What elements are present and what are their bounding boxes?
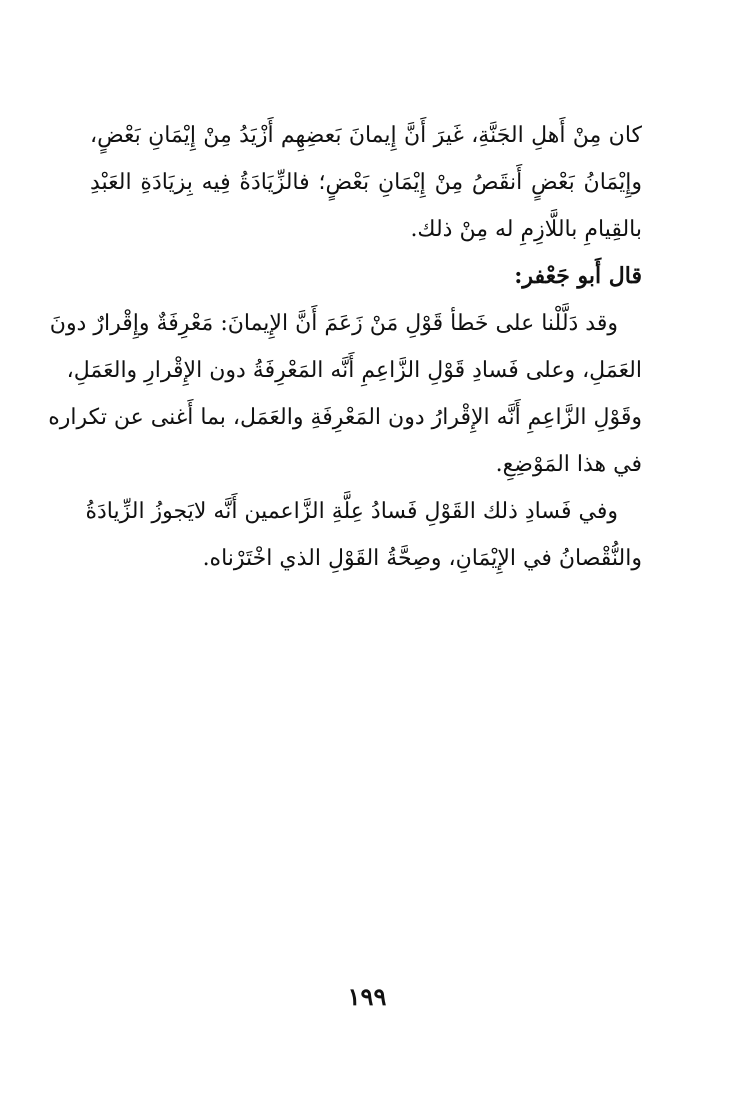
text-line-10: والنُّقْصانُ في الإِيْمَانِ، وصِحَّةُ القَوْلِ الذي اخْتَرْناه.: [202, 546, 642, 571]
text-line-2: وإِيْمَانُ بَعْضٍ أَنقَصُ مِنْ إِيْمَانِ بَعْضٍ؛ فالزِّيَادَةُ فِيه بِزيَادَةِ العَبْدِ: [90, 170, 642, 195]
text-line-3: بالقِيامِ باللَّازِمِ له مِنْ ذلك.: [410, 217, 642, 242]
body-text: [48, 112, 642, 582]
page-number: ١٩٩: [347, 982, 387, 1011]
text-line-1: كان مِنْ أَهلِ الجَنَّةِ، غَيرَ أَنَّ إِيمانَ بَعضِهِم أَزْيَدُ مِنْ إِيْمَانِ بَعْضٍ،: [90, 123, 642, 148]
text-line-9: وفي فَسادِ ذلك القَوْلِ فَسادُ عِلَّةِ الزَّاعمين أَنَّه لايَجوزُ الزِّيادَةُ: [85, 499, 618, 524]
text-line-7: وقَوْلِ الزَّاعِمِ أَنَّه الإِقْرارُ دون المَعْرِفَةِ والعَمَل، بما أَغنى عن تكراره: [48, 405, 642, 430]
section-heading: قال أَبو جَعْفر:: [514, 263, 642, 289]
text-line-6: العَمَلِ، وعلى فَسادِ قَوْلِ الزَّاعِمِ أَنَّه المَعْرِفَةُ دون الإِقْرارِ والعَمَلِ،: [66, 358, 642, 383]
text-line-8: في هذا المَوْضِعِ.: [495, 452, 642, 477]
text-line-5: وقد دَلَّلْنا على خَطأ قَوْلِ مَنْ زَعَمَ أَنَّ الإِيمانَ: مَعْرِفَةٌ وإِقْرارٌ دونَ: [49, 311, 618, 336]
